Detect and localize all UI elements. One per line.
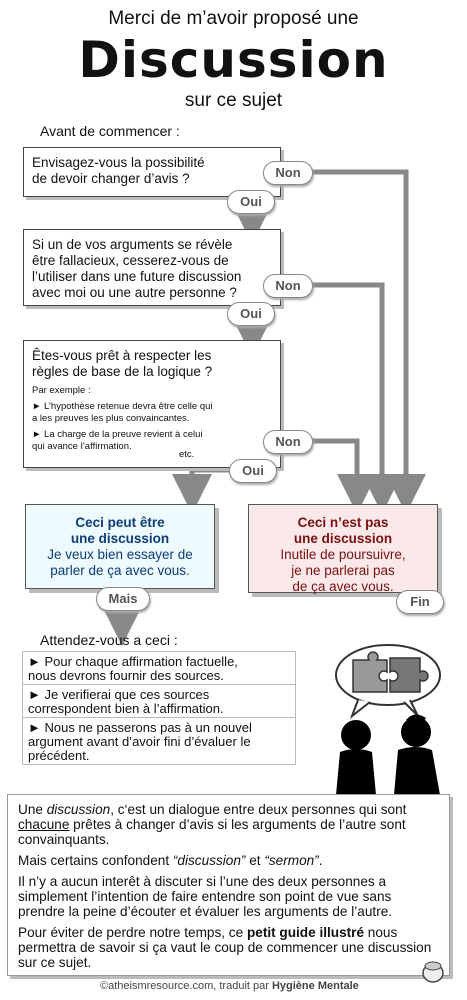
example-1-line-1: ► L’hypothèse retenue devra être celle qui (32, 400, 213, 412)
p4-c: nous permettra de savoir si ça vaut le coup de commencer une discussion sur ce sujet. (18, 925, 432, 970)
result-no-line-2: je ne parlerai pas (291, 563, 395, 578)
expect-3-line-2: argument avant d’avoir fini d’évaluer le (28, 734, 251, 749)
p2-c: et (245, 853, 265, 868)
example-2-line-2: qui avance l’affirmation. (32, 441, 132, 452)
paragraph-4 (18, 925, 439, 970)
label-non-2: Non (263, 274, 313, 298)
result-yes-line-2: parler de ça avec vous. (50, 563, 190, 578)
credit-mid: , traduit par (213, 980, 272, 992)
expect-item-1 (22, 651, 296, 685)
p2-discussion-italic: “discussion” (172, 853, 246, 868)
credit-line (100, 980, 359, 992)
expect-3-line-3: précédent. (28, 748, 90, 763)
label-oui-2: Oui (227, 302, 275, 326)
result-no-title-2: une discussion (293, 531, 393, 546)
label-non-1: Non (263, 161, 313, 185)
puzzle-discussion-illustration (318, 640, 458, 795)
paragraph-1 (18, 802, 439, 847)
header-top: Merci de m’avoir proposé une (108, 8, 359, 29)
p2-a: Mais certains confondent (18, 853, 173, 868)
intro-label: Avant de commencer : (40, 123, 180, 139)
question-1-line-2: de devoir changer d’avis ? (32, 171, 190, 186)
question-2-line-4: avec moi ou une autre personne ? (32, 285, 237, 300)
person-right-icon (394, 714, 440, 795)
expect-item-2 (22, 684, 296, 718)
p4-guide-bold: petit guide illustré (246, 925, 365, 940)
expect-1-line-1: ► Pour chaque affirmation factuelle, (28, 654, 238, 669)
question-3-line-1: Êtes-vous prêt à respecter les (32, 348, 212, 363)
question-2-line-3: l’utiliser dans une future discussion (32, 269, 242, 284)
question-2-box (23, 229, 281, 306)
expect-item-3 (22, 717, 296, 765)
result-yes-title-1: Ceci peut être (75, 515, 165, 530)
header-subtitle: sur ce sujet (184, 90, 283, 111)
label-oui-3: Oui (229, 459, 277, 483)
credit-source: ©atheismresource.com (100, 980, 214, 992)
expect-3-line-1: ► Nous ne passerons pas à un nouvel (28, 720, 252, 735)
paragraph-3: Il n’y a aucun interêt à discuter si l’une des deux personnes a simplement l’intention de faire entendre son point de vue sans prendre la peine d’écouter et évaluer les arguments de l’autre. (18, 874, 393, 919)
label-fin: Fin (396, 590, 444, 614)
p1-discussion-italic: discussion (46, 802, 111, 817)
result-no-line-1: Inutile de poursuivre, (280, 547, 406, 562)
expect-1-line-2: nous devrons fournir des sources. (28, 668, 224, 683)
label-non-3: Non (263, 430, 313, 454)
result-no-line-3: de ça avec vous. (292, 579, 394, 594)
person-left-icon (336, 720, 376, 795)
arrow-non-1 (300, 172, 406, 494)
result-yes-title-2: une discussion (70, 531, 170, 546)
arrow-non-2 (300, 285, 382, 494)
p2-sermon-italic: “sermon” (264, 853, 319, 868)
p1-chacune-underlined: chacune (18, 817, 70, 832)
p2-e: . (318, 853, 323, 868)
result-discussion-box (25, 504, 215, 589)
result-not-discussion-box (248, 504, 438, 593)
p4-a: Pour éviter de perdre notre temps, ce (18, 925, 247, 940)
paragraph-2 (18, 853, 439, 868)
expect-2-line-1: ► Je verifierai que ces sources (28, 687, 210, 702)
label-mais: Mais (96, 587, 150, 611)
example-title: Par exemple : (32, 385, 91, 396)
credit-translator: Hygiène Mentale (271, 980, 359, 992)
example-1-line-2: a les preuves les plus convaincantes. (32, 413, 190, 424)
result-no-title-1: Ceci n’est pas (297, 515, 389, 530)
question-2-line-1: Si un de vos arguments se révèle (32, 237, 233, 252)
p1-e: prêtes à changer d’avis si les arguments de l’autre sont convainquants. (18, 817, 406, 847)
question-3-box (23, 340, 281, 468)
result-yes-line-1: Je veux bien essayer de (47, 547, 193, 562)
example-etc: etc. (179, 449, 195, 460)
expect-title: Attendez-vous a ceci : (40, 632, 178, 648)
header-title: Discussion (78, 31, 389, 89)
explanation-box (7, 794, 450, 976)
p1-a: Une (18, 802, 47, 817)
label-oui-1: Oui (227, 190, 275, 214)
question-3-line-2: règles de base de la logique ? (32, 364, 213, 379)
mascot-icon (420, 958, 446, 984)
example-2-line-1: ► La charge de la preuve revient à celui (32, 428, 203, 440)
expect-2-line-2: correspondent bien à l’affirmation. (28, 701, 224, 716)
question-2-line-2: être fallacieux, cesserez-vous de (32, 253, 229, 268)
question-1-line-1: Envisagez-vous la possibilité (32, 155, 205, 170)
p1-c: , c‘est un dialogue entre deux personnes qui sont (110, 802, 407, 817)
